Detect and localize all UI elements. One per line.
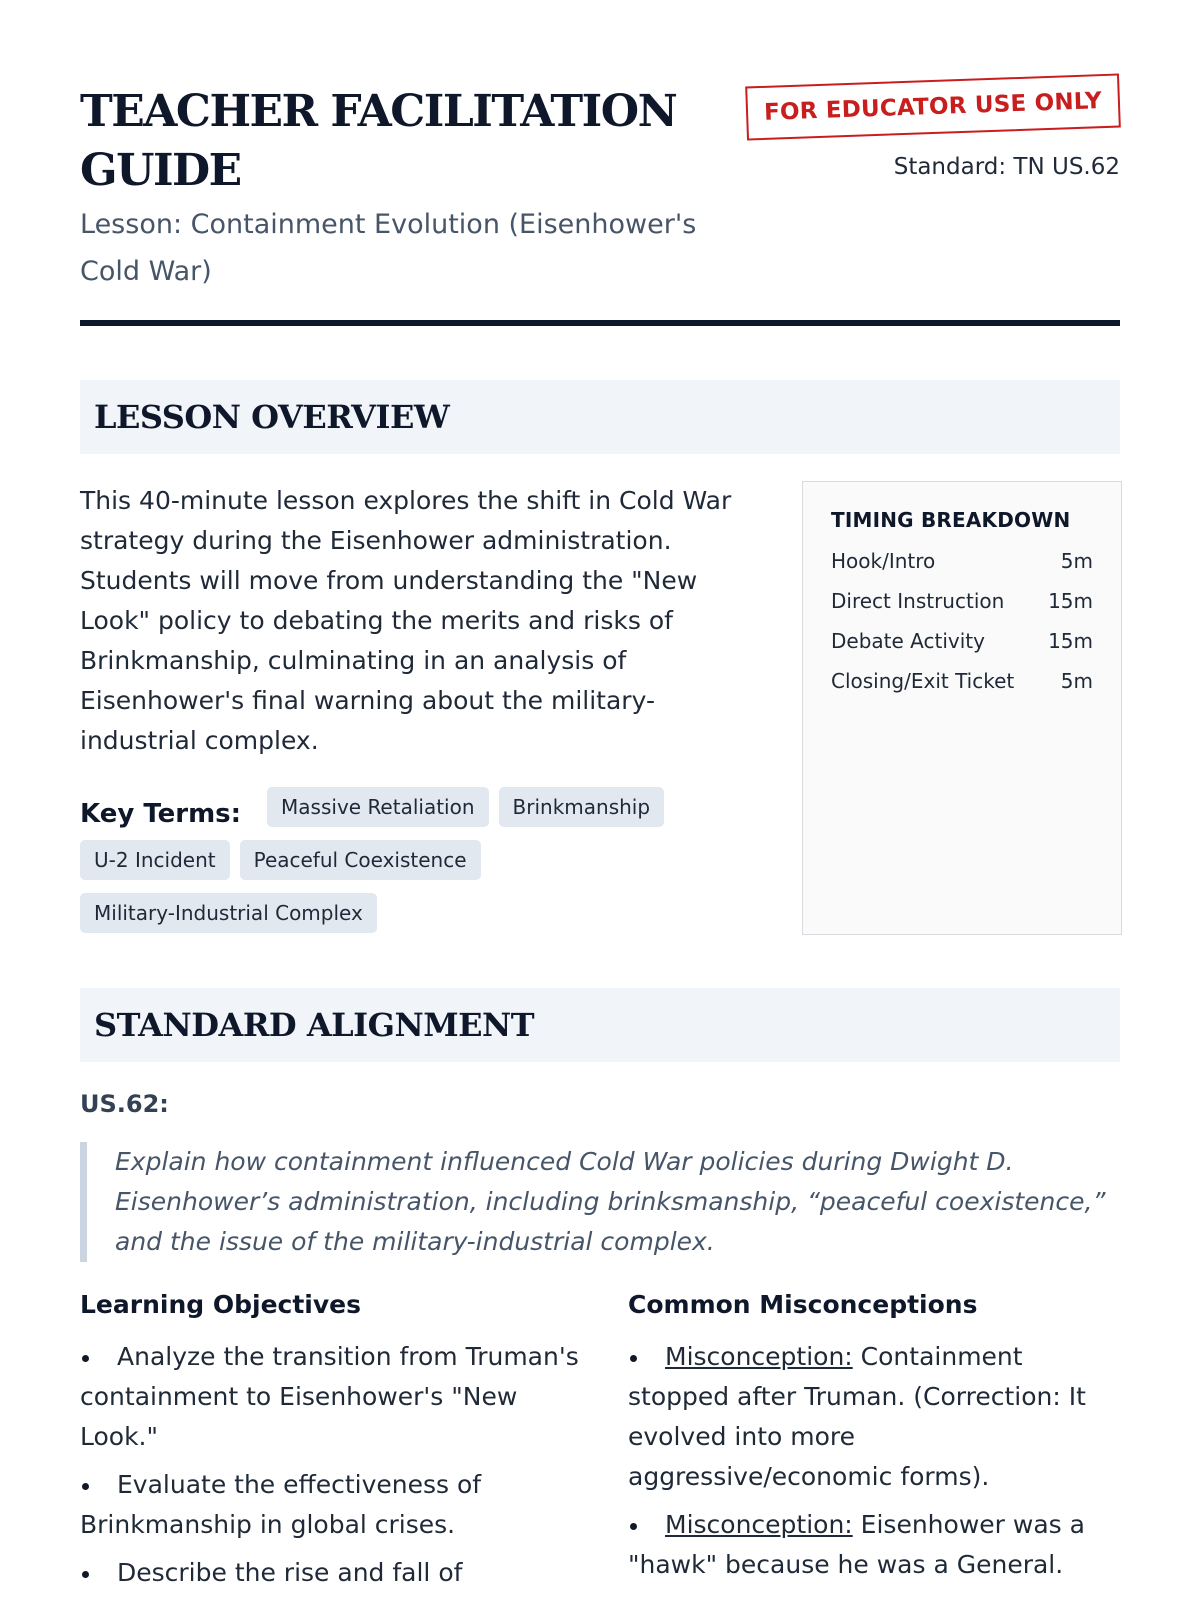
timing-row-value: 5m xyxy=(1060,549,1093,573)
misconception-text: Eisenhower was a "hawk" because he was a General. xyxy=(628,1510,1085,1579)
lesson-overview-heading: LESSON OVERVIEW xyxy=(94,398,450,436)
common-misconceptions-heading: Common Misconceptions xyxy=(628,1290,978,1319)
timing-row xyxy=(831,621,1093,661)
key-terms xyxy=(80,787,740,946)
standard-alignment-heading: STANDARD ALIGNMENT xyxy=(94,1006,535,1044)
page-title: TEACHER FACILITATION GUIDE xyxy=(80,86,677,196)
timing-row-value: 5m xyxy=(1060,669,1093,693)
misconception-text: Containment stopped after Truman. (Correction: It evolved into more aggressive/economic forms). xyxy=(628,1342,1086,1491)
standard-reference: Standard: TN US.62 xyxy=(893,154,1120,180)
timing-row-label: Hook/Intro xyxy=(831,549,936,573)
header xyxy=(80,0,1120,328)
key-terms-label: Key Terms: xyxy=(80,798,242,829)
timing-breakdown-box xyxy=(802,481,1122,935)
learning-objectives xyxy=(80,1290,580,1601)
key-term-tag: Massive Retaliation xyxy=(267,787,489,827)
timing-row-label: Debate Activity xyxy=(831,629,985,653)
timing-row xyxy=(831,581,1093,621)
educator-use-stamp: FOR EDUCATOR USE ONLY xyxy=(745,73,1121,140)
key-term-tag: U-2 Incident xyxy=(80,840,230,880)
key-term-tag: Peaceful Coexistence xyxy=(240,840,481,880)
misconception-label: Misconception: xyxy=(665,1510,853,1539)
timing-row-value: 15m xyxy=(1048,589,1093,613)
timing-row-label: Closing/Exit Ticket xyxy=(831,669,1015,693)
learning-objectives-heading: Learning Objectives xyxy=(80,1290,361,1319)
misconception-item xyxy=(628,1505,1118,1585)
key-term-tag: Military-Industrial Complex xyxy=(80,893,377,933)
timing-row-value: 15m xyxy=(1048,629,1093,653)
objective-item: Analyze the transition from Truman's containment to Eisenhower's "New Look." xyxy=(80,1337,580,1457)
overview-paragraph: This 40-minute lesson explores the shift in Cold War strategy during the Eisenhower administration. Students will move from understanding the "New Look" policy to debating the merits and risks of Brinkmanship, culminating in an analysis of Eisenhower's final warning about the military-industrial complex. xyxy=(80,486,732,755)
objective-item: Describe the rise and fall of xyxy=(80,1553,580,1593)
misconception-item xyxy=(628,1337,1118,1497)
misconceptions-list xyxy=(628,1337,1118,1585)
misconception-label: Misconception: xyxy=(665,1342,853,1371)
key-term-tag: Brinkmanship xyxy=(499,787,665,827)
standard-alignment-header xyxy=(80,988,1120,1062)
lesson-overview-header xyxy=(80,380,1120,454)
timing-row-label: Direct Instruction xyxy=(831,589,1005,613)
standard-code: US.62: xyxy=(80,1090,169,1118)
timing-row xyxy=(831,661,1093,701)
header-divider xyxy=(80,320,1120,326)
timing-row xyxy=(831,541,1093,581)
objectives-list xyxy=(80,1337,580,1593)
common-misconceptions xyxy=(628,1290,1118,1593)
lesson-subtitle: Lesson: Containment Evolution (Eisenhower's Cold War) xyxy=(80,209,697,287)
objective-item: Evaluate the effectiveness of Brinkmanship in global crises. xyxy=(80,1465,580,1545)
timing-breakdown-title: TIMING BREAKDOWN xyxy=(831,508,1071,532)
standard-quote: Explain how containment influenced Cold War policies during Dwight D. Eisenhower’s administration, including brinksmanship, “peaceful coexistence,” and the issue of the military-industrial complex. xyxy=(80,1142,1120,1262)
